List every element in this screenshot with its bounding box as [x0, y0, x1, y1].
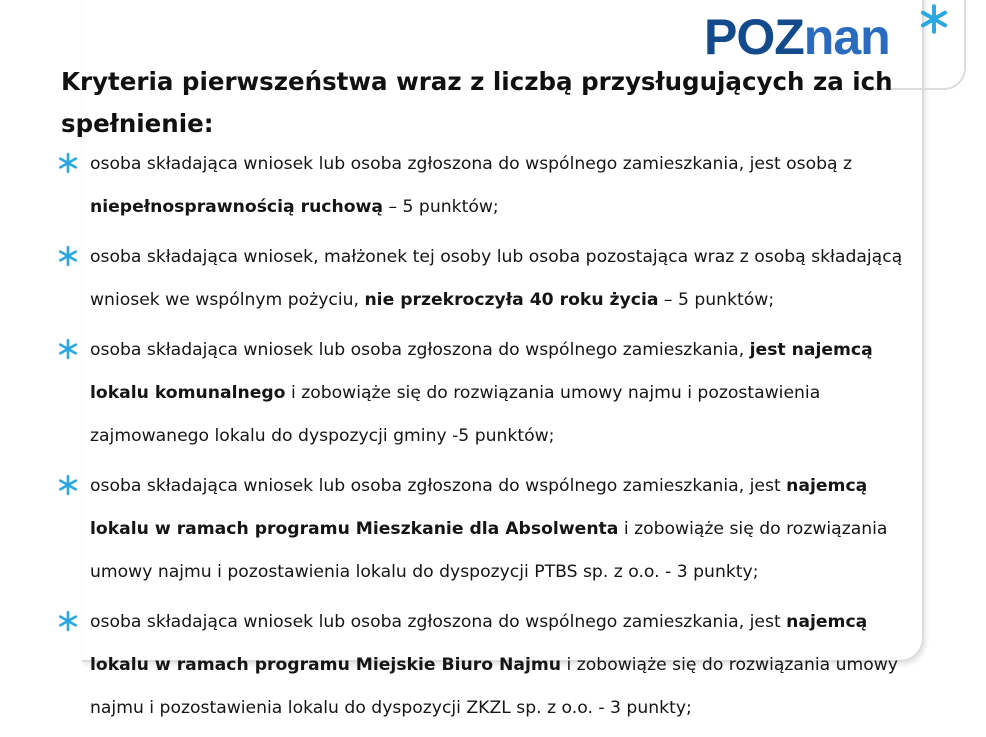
list-item-text	[90, 143, 917, 229]
item-text: – 5 punktów;	[383, 197, 499, 217]
item-text: i zobowiąże się do rozwiązania umowy najmu i pozostawienia lokalu do dyspozycji PTBS sp. z o.o. - 3 punkty;	[90, 519, 888, 582]
item-text: i zobowiąże się do rozwiązania umowy najmu i pozostawienia zajmowanego lokalu do dyspozycji gminy -5 punktów;	[90, 383, 821, 446]
criteria-list	[57, 143, 917, 737]
asterisk-bullet-icon	[57, 338, 79, 360]
item-text: osoba składająca wniosek lub osoba zgłoszona do wspólnego zamieszkania, jest	[90, 476, 787, 496]
item-emphasis: najemcą lokalu w ramach programu Miejskie Biuro Najmu	[90, 612, 868, 675]
item-emphasis: niepełnosprawnością ruchową	[90, 197, 384, 217]
item-text: osoba składająca wniosek lub osoba zgłoszona do wspólnego zamieszkania, jest	[90, 612, 787, 632]
list-item-text	[90, 236, 917, 322]
asterisk-bullet-icon	[57, 245, 79, 267]
item-emphasis: nie przekroczyła 40 roku życia	[364, 290, 659, 310]
page-title: Kryteria pierwszeństwa wraz z liczbą przysługujących za ich spełnienie:	[61, 67, 893, 138]
list-item	[57, 236, 917, 322]
list-item	[57, 465, 917, 594]
logo-text-lower: nan	[803, 9, 890, 65]
asterisk-bullet-icon	[57, 152, 79, 174]
item-text: osoba składająca wniosek lub osoba zgłoszona do wspólnego zamieszkania, jest osobą z	[90, 154, 853, 174]
item-text: osoba składająca wniosek, małżonek tej osoby lub osoba pozostająca wraz z osobą składającą wniosek we wspólnym pożyciu,	[90, 247, 903, 310]
list-item-text	[90, 329, 917, 458]
asterisk-bullet-icon	[57, 474, 79, 496]
list-item-text	[90, 465, 917, 594]
item-emphasis: najemcą lokalu w ramach programu Mieszkanie dla Absolwenta	[90, 476, 868, 539]
item-text: i zobowiąże się do rozwiązania umowy najmu i pozostawienia lokalu do dyspozycji ZKZL sp. z o.o. - 3 punkty;	[90, 655, 898, 718]
list-item	[57, 601, 917, 730]
list-item-text	[90, 601, 917, 730]
list-item	[57, 143, 917, 229]
item-text: – 5 punktów;	[658, 290, 775, 310]
asterisk-bullet-icon	[57, 610, 79, 632]
poznan-logo	[704, 6, 954, 66]
logo-wordmark	[704, 9, 890, 65]
item-text: osoba składająca wniosek lub osoba zgłoszona do wspólnego zamieszkania,	[90, 340, 750, 360]
list-item	[57, 329, 917, 458]
item-emphasis: jest najemcą lokalu komunalnego	[90, 340, 873, 403]
asterisk-star-icon	[919, 4, 949, 34]
logo-text-upper: POZ	[704, 9, 804, 65]
